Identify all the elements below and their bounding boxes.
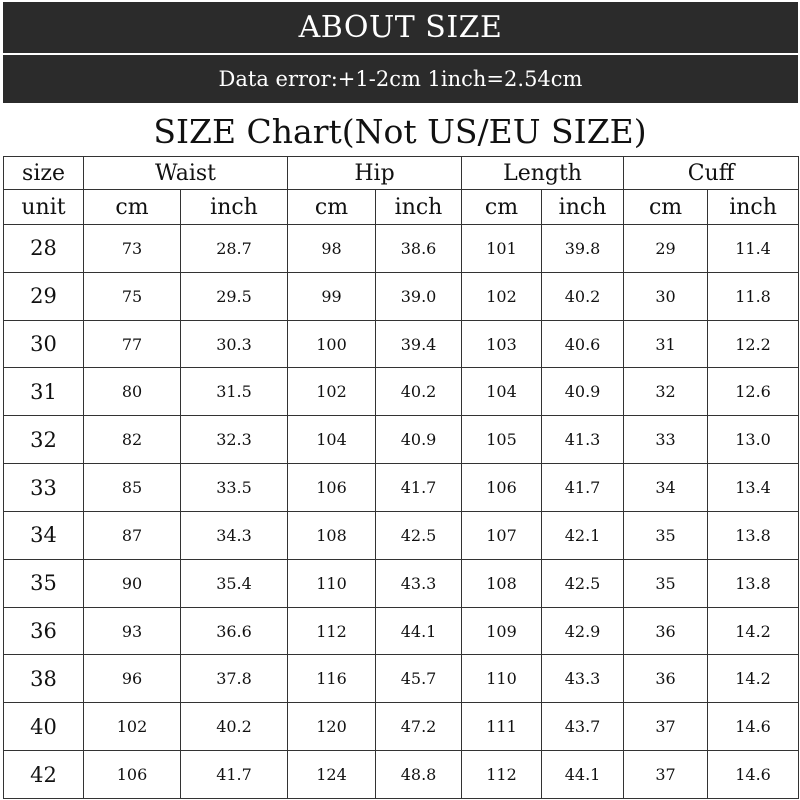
cell-waist-cm: 77 (84, 320, 181, 368)
cell-waist-inch: 33.5 (181, 464, 288, 512)
cell-size: 40 (4, 703, 84, 751)
cell-cuff-inch: 14.6 (708, 703, 799, 751)
cell-length-inch: 44.1 (542, 751, 624, 799)
cell-length-inch: 40.6 (542, 320, 624, 368)
cell-hip-inch: 39.4 (376, 320, 462, 368)
cell-hip-cm: 100 (288, 320, 376, 368)
cell-length-inch: 43.3 (542, 655, 624, 703)
cell-length-cm: 111 (462, 703, 542, 751)
cell-cuff-inch: 13.0 (708, 416, 799, 464)
cell-length-inch: 43.7 (542, 703, 624, 751)
cell-hip-cm: 110 (288, 559, 376, 607)
cell-length-cm: 103 (462, 320, 542, 368)
cell-size: 42 (4, 751, 84, 799)
cell-hip-inch: 38.6 (376, 225, 462, 273)
cell-waist-inch: 31.5 (181, 368, 288, 416)
cell-hip-inch: 48.8 (376, 751, 462, 799)
cell-hip-cm: 106 (288, 464, 376, 512)
header-cuff-inch: inch (708, 190, 799, 225)
cell-waist-inch: 37.8 (181, 655, 288, 703)
cell-waist-inch: 35.4 (181, 559, 288, 607)
cell-size: 33 (4, 464, 84, 512)
cell-length-inch: 42.5 (542, 559, 624, 607)
size-table (3, 156, 799, 799)
cell-hip-inch: 47.2 (376, 703, 462, 751)
cell-cuff-inch: 11.8 (708, 272, 799, 320)
cell-cuff-cm: 36 (624, 655, 708, 703)
table-row (4, 703, 799, 751)
cell-waist-inch: 36.6 (181, 607, 288, 655)
cell-waist-cm: 87 (84, 511, 181, 559)
cell-length-inch: 40.9 (542, 368, 624, 416)
banner-title-text: ABOUT SIZE (298, 10, 503, 45)
cell-length-cm: 102 (462, 272, 542, 320)
cell-hip-inch: 40.2 (376, 368, 462, 416)
cell-length-inch: 41.3 (542, 416, 624, 464)
cell-hip-inch: 41.7 (376, 464, 462, 512)
table-row (4, 368, 799, 416)
cell-waist-cm: 85 (84, 464, 181, 512)
cell-waist-inch: 40.2 (181, 703, 288, 751)
header-length: Length (462, 157, 624, 190)
cell-hip-cm: 98 (288, 225, 376, 273)
cell-size: 32 (4, 416, 84, 464)
cell-hip-cm: 102 (288, 368, 376, 416)
cell-length-inch: 42.9 (542, 607, 624, 655)
header-cuff-cm: cm (624, 190, 708, 225)
cell-cuff-inch: 14.6 (708, 751, 799, 799)
cell-size: 34 (4, 511, 84, 559)
table-row (4, 416, 799, 464)
cell-size: 38 (4, 655, 84, 703)
cell-length-cm: 107 (462, 511, 542, 559)
cell-length-inch: 39.8 (542, 225, 624, 273)
cell-cuff-cm: 31 (624, 320, 708, 368)
header-row-measurements (4, 157, 799, 190)
table-row (4, 751, 799, 799)
cell-length-inch: 42.1 (542, 511, 624, 559)
cell-hip-cm: 108 (288, 511, 376, 559)
table-row (4, 464, 799, 512)
cell-hip-inch: 43.3 (376, 559, 462, 607)
cell-length-cm: 106 (462, 464, 542, 512)
header-cuff: Cuff (624, 157, 799, 190)
header-hip: Hip (288, 157, 462, 190)
cell-cuff-inch: 13.4 (708, 464, 799, 512)
cell-waist-cm: 73 (84, 225, 181, 273)
cell-waist-cm: 75 (84, 272, 181, 320)
cell-length-cm: 112 (462, 751, 542, 799)
cell-hip-cm: 124 (288, 751, 376, 799)
cell-cuff-inch: 13.8 (708, 559, 799, 607)
cell-cuff-inch: 14.2 (708, 655, 799, 703)
cell-length-cm: 110 (462, 655, 542, 703)
cell-hip-inch: 39.0 (376, 272, 462, 320)
cell-hip-cm: 116 (288, 655, 376, 703)
cell-waist-inch: 32.3 (181, 416, 288, 464)
size-chart-title: SIZE Chart(Not US/EU SIZE) (153, 111, 647, 151)
cell-waist-cm: 102 (84, 703, 181, 751)
cell-size: 30 (4, 320, 84, 368)
cell-length-cm: 108 (462, 559, 542, 607)
cell-waist-cm: 93 (84, 607, 181, 655)
header-waist-cm: cm (84, 190, 181, 225)
cell-waist-cm: 106 (84, 751, 181, 799)
header-waist-inch: inch (181, 190, 288, 225)
cell-cuff-inch: 12.2 (708, 320, 799, 368)
header-hip-inch: inch (376, 190, 462, 225)
cell-cuff-cm: 34 (624, 464, 708, 512)
cell-cuff-cm: 36 (624, 607, 708, 655)
cell-hip-inch: 40.9 (376, 416, 462, 464)
cell-cuff-inch: 14.2 (708, 607, 799, 655)
table-row (4, 655, 799, 703)
cell-length-cm: 104 (462, 368, 542, 416)
cell-cuff-cm: 35 (624, 511, 708, 559)
table-row (4, 559, 799, 607)
cell-cuff-inch: 11.4 (708, 225, 799, 273)
cell-cuff-cm: 30 (624, 272, 708, 320)
cell-cuff-cm: 37 (624, 751, 708, 799)
cell-size: 28 (4, 225, 84, 273)
cell-length-inch: 41.7 (542, 464, 624, 512)
cell-waist-cm: 90 (84, 559, 181, 607)
table-row (4, 272, 799, 320)
table-row (4, 320, 799, 368)
header-row-units (4, 190, 799, 225)
cell-hip-cm: 120 (288, 703, 376, 751)
header-hip-cm: cm (288, 190, 376, 225)
cell-size: 29 (4, 272, 84, 320)
cell-cuff-cm: 32 (624, 368, 708, 416)
cell-size: 31 (4, 368, 84, 416)
header-length-inch: inch (542, 190, 624, 225)
cell-waist-inch: 34.3 (181, 511, 288, 559)
cell-hip-cm: 112 (288, 607, 376, 655)
header-length-cm: cm (462, 190, 542, 225)
cell-waist-inch: 41.7 (181, 751, 288, 799)
cell-size: 36 (4, 607, 84, 655)
banner-subtitle-text: Data error:+1-2cm 1inch=2.54cm (218, 67, 583, 91)
cell-hip-cm: 99 (288, 272, 376, 320)
cell-length-cm: 105 (462, 416, 542, 464)
cell-waist-cm: 82 (84, 416, 181, 464)
cell-length-cm: 101 (462, 225, 542, 273)
cell-length-cm: 109 (462, 607, 542, 655)
table-row (4, 607, 799, 655)
cell-cuff-inch: 13.8 (708, 511, 799, 559)
banner-subtitle (3, 55, 798, 103)
header-waist: Waist (84, 157, 288, 190)
cell-hip-cm: 104 (288, 416, 376, 464)
cell-waist-inch: 30.3 (181, 320, 288, 368)
cell-hip-inch: 44.1 (376, 607, 462, 655)
cell-waist-cm: 80 (84, 368, 181, 416)
table-row (4, 225, 799, 273)
cell-cuff-cm: 37 (624, 703, 708, 751)
cell-waist-cm: 96 (84, 655, 181, 703)
header-unit: unit (4, 190, 84, 225)
banner-title (3, 2, 798, 53)
cell-length-inch: 40.2 (542, 272, 624, 320)
cell-waist-inch: 29.5 (181, 272, 288, 320)
cell-cuff-cm: 33 (624, 416, 708, 464)
cell-hip-inch: 42.5 (376, 511, 462, 559)
cell-hip-inch: 45.7 (376, 655, 462, 703)
table-row (4, 511, 799, 559)
header-size: size (4, 157, 84, 190)
cell-size: 35 (4, 559, 84, 607)
cell-cuff-inch: 12.6 (708, 368, 799, 416)
cell-cuff-cm: 35 (624, 559, 708, 607)
cell-waist-inch: 28.7 (181, 225, 288, 273)
cell-cuff-cm: 29 (624, 225, 708, 273)
